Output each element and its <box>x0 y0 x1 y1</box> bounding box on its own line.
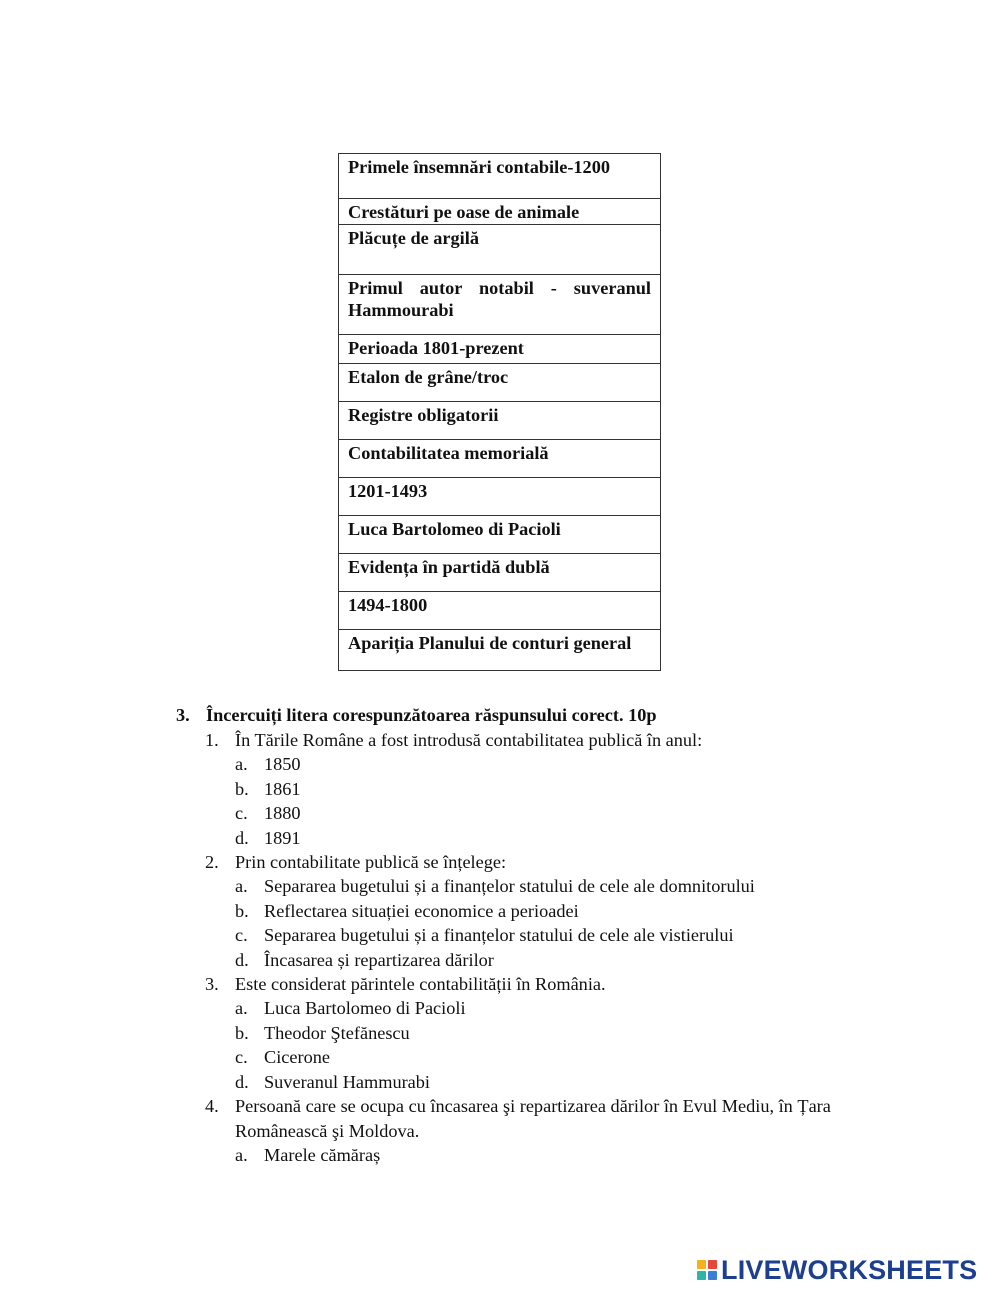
answer-option[interactable] <box>205 1143 905 1167</box>
option-letter[interactable]: d. <box>235 827 249 848</box>
table-cell: Evidența în partidă dublă <box>339 554 661 592</box>
option-letter[interactable]: a. <box>235 998 248 1019</box>
table-row <box>339 402 661 440</box>
exercise-heading <box>176 704 657 726</box>
table-cell: Luca Bartolomeo di Pacioli <box>339 516 661 554</box>
option-text: 1891 <box>264 827 301 848</box>
answer-option[interactable] <box>205 801 905 825</box>
option-letter[interactable]: c. <box>235 925 248 946</box>
table-cell: Apariția Planului de conturi general <box>339 630 661 671</box>
table-cell: Contabilitatea memorială <box>339 440 661 478</box>
answer-option[interactable] <box>205 777 905 801</box>
table-row <box>339 275 661 335</box>
table-row <box>339 440 661 478</box>
table-row <box>339 516 661 554</box>
answer-option[interactable] <box>205 923 905 947</box>
option-letter[interactable]: d. <box>235 1071 249 1092</box>
logo-block-icon <box>708 1271 717 1280</box>
table-cell: Primul autor notabil - suveranul Hammourabi <box>339 275 661 335</box>
option-text: Marele cămăraș <box>264 1144 381 1165</box>
option-letter[interactable]: d. <box>235 949 249 970</box>
timeline-table <box>338 153 661 671</box>
option-letter[interactable]: a. <box>235 876 248 897</box>
option-text: 1861 <box>264 778 301 799</box>
option-text: Luca Bartolomeo di Pacioli <box>264 998 466 1019</box>
question-2 <box>205 850 905 874</box>
table-cell: Registre obligatorii <box>339 402 661 440</box>
question-text: Este considerat părintele contabilității în România. <box>235 974 606 995</box>
option-text: Separarea bugetului și a finanțelor statului de cele ale vistierului <box>264 925 734 946</box>
option-letter[interactable]: c. <box>235 1047 248 1068</box>
answer-option[interactable] <box>205 752 905 776</box>
question-text: Persoană care se ocupa cu încasarea şi repartizarea dărilor în Evul Mediu, în Țara Românească şi Moldova. <box>235 1096 831 1141</box>
answer-option[interactable] <box>205 826 905 850</box>
question-number: 4. <box>205 1096 219 1117</box>
answer-option[interactable] <box>205 1045 905 1069</box>
table-row <box>339 592 661 630</box>
logo-block-icon <box>708 1260 717 1269</box>
exercise-number: 3. <box>176 705 190 725</box>
answer-option[interactable] <box>205 899 905 923</box>
option-text: Theodor Ştefănescu <box>264 1022 410 1043</box>
logo-block-icon <box>697 1260 706 1269</box>
question-number: 1. <box>205 730 219 750</box>
option-letter[interactable]: a. <box>235 1144 248 1165</box>
table-cell: Perioada 1801-prezent <box>339 335 661 364</box>
option-text: 1880 <box>264 803 301 824</box>
question-3 <box>205 972 905 996</box>
table-row <box>339 478 661 516</box>
table-row <box>339 335 661 364</box>
table-row <box>339 154 661 199</box>
table-row <box>339 364 661 402</box>
option-letter[interactable]: a. <box>235 754 248 775</box>
table-row <box>339 225 661 275</box>
exercise-title: Încercuiți litera corespunzătoarea răspunsului corect. 10p <box>206 705 657 725</box>
option-letter[interactable]: c. <box>235 803 248 824</box>
table-cell: Primele însemnări contabile-1200 <box>339 154 661 199</box>
option-text: Separarea bugetului și a finanțelor statului de cele ale domnitorului <box>264 876 755 897</box>
table-cell: Etalon de grâne/troc <box>339 364 661 402</box>
logo-blocks-icon <box>697 1260 717 1280</box>
logo-block-icon <box>697 1271 706 1280</box>
option-text: Cicerone <box>264 1047 330 1068</box>
logo-text: LIVEWORKSHEETS <box>721 1254 978 1285</box>
option-text: Suveranul Hammurabi <box>264 1071 431 1092</box>
question-text: În Tările Române a fost introdusă contabilitatea publică în anul: <box>235 730 703 750</box>
table-cell: Plăcuțe de argilă <box>339 225 661 275</box>
option-letter[interactable]: b. <box>235 778 249 799</box>
answer-option[interactable] <box>205 996 905 1020</box>
answer-option[interactable] <box>205 948 905 972</box>
question-number: 2. <box>205 852 219 873</box>
option-letter[interactable]: b. <box>235 900 249 921</box>
option-letter[interactable]: b. <box>235 1022 249 1043</box>
question-number: 3. <box>205 974 219 995</box>
option-text: Reflectarea situației economice a perioadei <box>264 900 579 921</box>
table-row <box>339 630 661 671</box>
answer-option[interactable] <box>205 1070 905 1094</box>
table-cell: 1494-1800 <box>339 592 661 630</box>
table-cell: Crestături pe oase de animale <box>339 199 661 225</box>
table-row <box>339 554 661 592</box>
question-1 <box>205 728 905 752</box>
table-row <box>339 199 661 225</box>
question-list <box>205 728 905 1167</box>
question-4 <box>205 1094 905 1143</box>
answer-option[interactable] <box>205 1021 905 1045</box>
option-text: 1850 <box>264 754 301 775</box>
table-cell: 1201-1493 <box>339 478 661 516</box>
option-text: Încasarea și repartizarea dărilor <box>264 949 494 970</box>
question-text: Prin contabilitate publică se înțelege: <box>235 852 507 873</box>
answer-option[interactable] <box>205 874 905 898</box>
liveworksheets-logo <box>697 1255 977 1285</box>
